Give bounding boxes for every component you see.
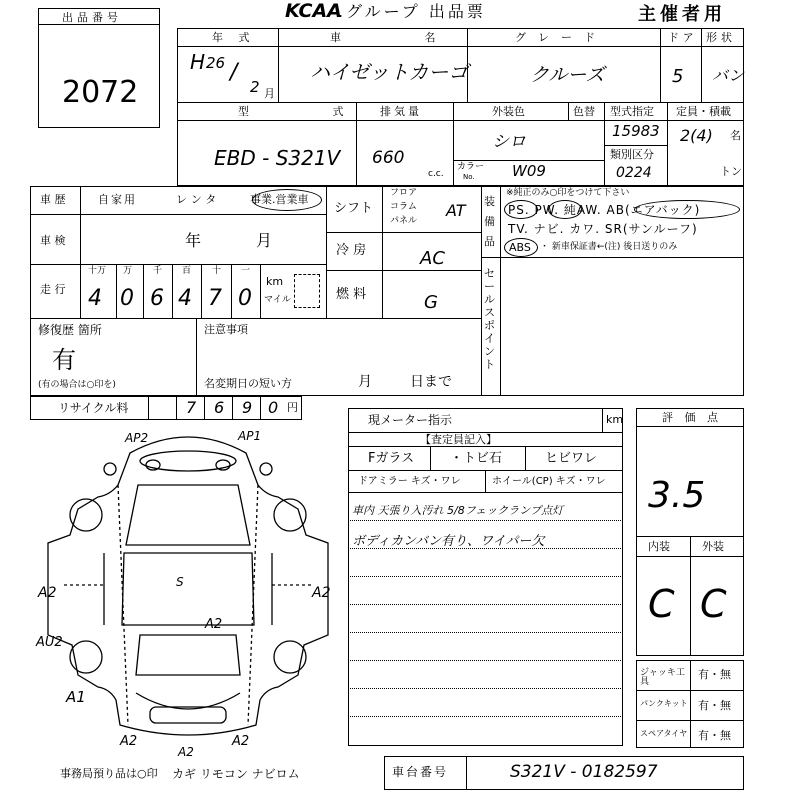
meter-label: 現メーター指示 <box>368 413 453 427</box>
type-spec-label: 型式指定 <box>610 105 654 118</box>
digit-unit-1k: 千 <box>153 266 163 276</box>
shift-value: AT <box>446 201 466 220</box>
spare-label: スペアタイヤ <box>640 729 688 738</box>
sales-point-label: ー <box>484 280 495 293</box>
km-unit: km <box>266 275 284 288</box>
equipment-label-2: 備 <box>484 215 495 228</box>
type-spec-value: 15983 <box>612 122 660 140</box>
spare-yn[interactable]: 有・無 <box>698 729 731 742</box>
fuel-label: 燃 料 <box>336 287 367 302</box>
recycle-label: リサイクル料 <box>58 401 129 415</box>
damage-mark: AU2 <box>36 635 63 650</box>
damage-mark: A2 <box>312 585 331 601</box>
rename-month: 月 <box>358 374 372 390</box>
year-value: 26 <box>206 54 226 72</box>
sales-point-label: ポ <box>484 319 495 332</box>
year-era: H <box>190 50 206 74</box>
recycle-yen: 円 <box>287 401 298 414</box>
inspection-month-unit: 月 <box>256 231 273 250</box>
body-value: バン <box>712 66 745 85</box>
mileage-digit: 0 <box>238 286 252 311</box>
mileage-digit: 4 <box>88 286 102 311</box>
shift-floor: フロア <box>390 188 418 198</box>
recycle-digit: 6 <box>214 398 225 417</box>
year-slash: / <box>230 60 238 85</box>
evaluation-label: 評 価 点 <box>662 411 722 424</box>
damage-mark: A2 <box>232 734 250 749</box>
repair-value: 有 <box>52 346 76 374</box>
sales-point-label: イ <box>484 332 495 345</box>
equipment-line3: ・ 新車保証書←(注) 後日送りのみ <box>540 242 678 252</box>
damage-mark: A2 <box>120 734 138 749</box>
recycle-digit: 0 <box>268 398 279 417</box>
car-name-label: 車 名 <box>330 31 476 44</box>
mileage-label: 走 行 <box>40 283 66 296</box>
pw-circle <box>548 200 582 219</box>
wheel-label[interactable]: ホイール(CP) キズ・ワレ <box>492 476 606 487</box>
model-label: 型 式 <box>238 105 384 118</box>
lot-number: 2072 <box>62 75 139 110</box>
equipment-line2[interactable]: TV. ナビ. カワ. SR(サンルーフ) <box>508 222 698 236</box>
grade-value: クルーズ <box>530 64 605 86</box>
interior-label: 内装 <box>648 540 670 553</box>
displacement-label: 排気量 <box>380 105 422 118</box>
equipment-abs[interactable]: ABS <box>509 241 531 254</box>
mile-checkbox[interactable] <box>294 274 320 308</box>
digit-unit-100k: 十万 <box>88 266 107 276</box>
damage-mark: AP1 <box>238 429 262 443</box>
puncture-yn[interactable]: 有・無 <box>698 699 731 712</box>
shift-panel: パネル <box>390 216 418 226</box>
model-value: EBD - S321V <box>214 146 341 170</box>
damage-mark: A2 <box>205 617 223 632</box>
mileage-digit: 7 <box>208 286 222 311</box>
color-no-value: W09 <box>512 162 546 180</box>
aircon-label: 冷 房 <box>336 243 367 258</box>
color-change-label: 色替 <box>573 105 595 118</box>
sales-point-label: ン <box>484 345 495 358</box>
color-no-label: カラー <box>457 162 485 172</box>
ext-color-value: シロ <box>492 132 526 152</box>
rename-day: 日まで <box>410 374 452 390</box>
mirror-label[interactable]: ドアミラー キズ・ワレ <box>358 476 461 487</box>
history-private[interactable]: 自家用 <box>98 193 137 206</box>
chassis-number: S321V - 0182597 <box>510 762 658 782</box>
repair-note: (有の場合は○印を) <box>38 380 116 390</box>
history-table <box>30 186 744 396</box>
year-label: 年 式 <box>212 31 256 44</box>
glass-label: Fガラス <box>368 451 415 466</box>
office-note: 事務局預り品は○印 <box>60 767 158 780</box>
notes-label: 注意事項 <box>204 323 248 336</box>
recycle-digit: 7 <box>186 398 197 417</box>
body-label: 形状 <box>706 31 736 44</box>
ps-circle <box>504 200 538 219</box>
brand-logo: KCAA <box>285 0 342 22</box>
month-unit: 月 <box>264 87 275 100</box>
jack-label: ジャッキ工具 <box>640 668 685 687</box>
mile-unit: マイル <box>264 295 291 305</box>
lot-label: 出品番号 <box>62 11 122 24</box>
digit-unit-1: 一 <box>241 266 251 276</box>
capacity-label: 定員・積載 <box>676 105 731 118</box>
airbag-circle <box>634 200 740 219</box>
recycle-digit: 9 <box>242 398 253 417</box>
equipment-label-3: 品 <box>484 235 495 248</box>
form-title: .グループ 出品票 <box>338 2 486 21</box>
inspector-label: 【査定員記入】 <box>420 433 497 446</box>
inspector-remark: ボディカンバン有り、ワイパー欠 <box>352 534 545 549</box>
digit-unit-10k: 万 <box>123 266 133 276</box>
history-commercial[interactable]: 事業.営業車 <box>250 193 309 206</box>
capacity-value: 2(4) <box>680 126 713 145</box>
grade-label: グレード <box>515 31 607 44</box>
fuel-value: G <box>424 292 438 313</box>
color-no-sub: No. <box>463 173 475 181</box>
office-items: カギ リモコン ナビロム <box>172 767 300 781</box>
door-value: 5 <box>672 66 684 87</box>
exterior-label: 外装 <box>702 540 724 553</box>
month-value: 2 <box>250 78 260 96</box>
mileage-digit: 4 <box>178 286 192 311</box>
damage-mark: S <box>176 575 184 589</box>
capacity-unit: 名 <box>730 129 741 142</box>
car-diagram <box>28 425 348 760</box>
damage-mark: A2 <box>178 745 194 759</box>
equipment-label-1: 装 <box>484 195 495 208</box>
history-label: 車 歴 <box>40 193 66 206</box>
sales-point-label: セ <box>484 267 495 280</box>
class-label: 類別区分 <box>610 148 654 161</box>
class-value: 0224 <box>616 165 652 181</box>
shift-column: コラム <box>390 202 417 212</box>
organizer-label: 主催者用 <box>638 4 726 25</box>
lot-box <box>38 8 160 128</box>
evaluation-score: 3.5 <box>648 475 706 516</box>
chassis-label: 車台番号 <box>392 765 449 779</box>
rename-label: 名変期日の短い方 <box>204 377 292 390</box>
displacement-value: 660 <box>372 148 405 168</box>
puncture-label: パンクキット <box>640 699 688 708</box>
meter-km: km <box>606 413 624 426</box>
interior-grade: C <box>648 582 675 626</box>
glass-chip[interactable]: ・トビ石 <box>450 451 503 466</box>
damage-mark: AP2 <box>125 431 149 445</box>
jack-yn[interactable]: 有・無 <box>698 668 731 681</box>
damage-mark: A1 <box>66 688 86 706</box>
mileage-digit: 0 <box>120 286 134 311</box>
repair-label: 修復歴 箇所 <box>38 323 102 337</box>
sales-point-label: ル <box>484 293 495 306</box>
shift-label: シフト <box>334 201 374 216</box>
sales-point-label: ス <box>484 306 495 319</box>
sales-point-label: ト <box>484 358 495 371</box>
inspection-year-unit: 年 <box>185 231 202 250</box>
digit-unit-10: 十 <box>212 266 222 276</box>
digit-unit-100: 百 <box>182 266 192 276</box>
history-rental[interactable]: レンタ <box>176 193 221 206</box>
equipment-line1[interactable]: PS. PW. 純AW. AB(エアバック) <box>508 203 701 217</box>
exterior-grade: C <box>700 582 727 626</box>
car-name: ハイゼットカーゴ <box>310 60 469 84</box>
cc-unit: c.c. <box>428 169 444 179</box>
inspection-label: 車 検 <box>40 234 66 247</box>
damage-mark: A2 <box>38 585 57 601</box>
aircon-value: AC <box>420 248 445 269</box>
inspector-remark: 車内 天張り入汚れ 5/8フェックランプ点灯 <box>352 504 564 517</box>
equipment-note: ※純正のみ○印をつけて下さい <box>506 188 630 198</box>
ton-unit: トン <box>720 165 742 178</box>
mileage-digit: 6 <box>150 286 164 311</box>
glass-crack[interactable]: ヒビワレ <box>545 451 598 466</box>
ext-color-label: 外装色 <box>492 105 525 118</box>
door-label: ドア <box>668 31 698 44</box>
